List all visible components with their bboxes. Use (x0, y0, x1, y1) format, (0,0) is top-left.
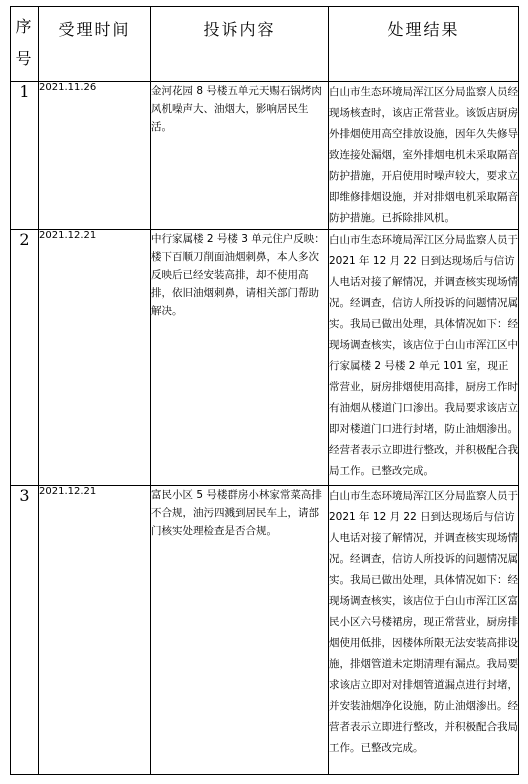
row-serial-number: 3 (11, 486, 39, 775)
complaints-table (10, 6, 519, 775)
header-received-time: 受理时间 (39, 7, 151, 82)
table-header-row (11, 7, 519, 82)
header-serial-number: 序号 (11, 7, 39, 82)
row-complaint-content: 金河花园 8 号楼五单元天赐石锅烤肉风机噪声大、油烟大，影响居民生活。 (151, 82, 329, 230)
row-serial-number: 1 (11, 82, 39, 230)
row-complaint-content: 富民小区 5 号楼群房小林家常菜高排不合规，油污四溅到居民车上，请部门核实处理检查是否合规。 (151, 486, 329, 775)
table-row (11, 82, 519, 230)
header-complaint-content: 投诉内容 (151, 7, 329, 82)
row-handling-result: 白山市生态环境局浑江区分局监察人员于 2021 年 12 月 22 日到达现场后与信访人电话对接了解情况，并调查核实现场情况。经调查，信访人所投诉的问题情况属实。我局已做出处理，具体情况如下：经现场调查核实，该店位于白山市浑江区富民小区六号楼裙房，现正常营业，厨房排烟使用低排，因楼体所限无法安装高排设施，排烟管道未定期清理有漏点。我局要求该店立即对对排烟管道漏点进行封堵，并安装油烟净化设施，防止油烟渗出。经营者表示立即进行整改，并积极配合我局工作。已整改完成。 (329, 486, 519, 775)
table-row (11, 230, 519, 486)
row-handling-result: 白山市生态环境局浑江区分局监察人员于 2021 年 12 月 22 日到达现场后与信访人电话对接了解情况，并调查核实现场情况。经调查，信访人所投诉的问题情况属实。我局已做出处理，具体情况如下：经现场调查核实，该店位于白山市浑江区中行家属楼 2 号楼 2 单元 101 室，现正常营业，厨房排烟使用高排，厨房工作时有油烟从楼道门口渗出。我局要求该店立即对楼道门口进行封堵，防止油烟渗出。经营者表示立即进行整改，并积极配合我局工作。已整改完成。 (329, 230, 519, 486)
row-complaint-content: 中行家属楼 2 号楼 3 单元住户反映：楼下百顺刀削面油烟刺鼻，本人多次反映后已经安装高排，却不使用高排，依旧油烟刺鼻，请相关部门帮助解决。 (151, 230, 329, 486)
row-serial-number: 2 (11, 230, 39, 486)
row-received-date: 2021.11.26 (39, 82, 151, 230)
row-received-date: 2021.12.21 (39, 230, 151, 486)
table-row (11, 486, 519, 775)
header-handling-result: 处理结果 (329, 7, 519, 82)
row-received-date: 2021.12.21 (39, 486, 151, 775)
row-handling-result: 白山市生态环境局浑江区分局监察人员经现场核查时，该店正常营业。该饭店厨房外排烟使用高空排放设施，因年久失修导致连接处漏烟，室外排烟电机未采取隔音防护措施，开启使用时噪声较大，要求立即维修排烟设施，并对排烟电机采取隔音防护措施。已拆除排风机。 (329, 82, 519, 230)
